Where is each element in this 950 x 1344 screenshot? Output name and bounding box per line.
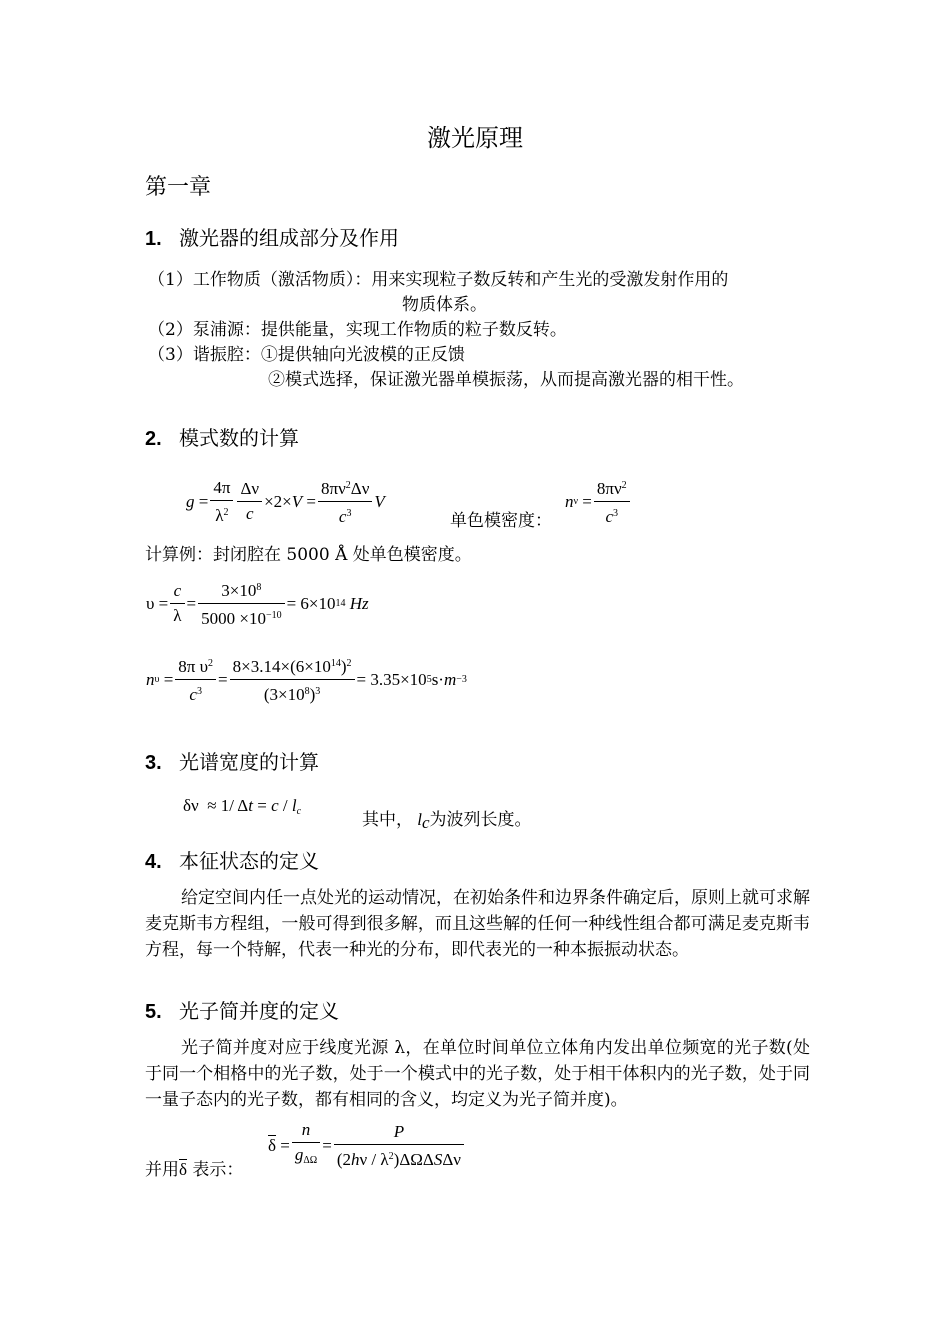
spectral-note: 其中， $l_c$为波列长度。 <box>362 810 532 832</box>
mono-mode-density-label: 单色模密度： <box>450 511 552 531</box>
section-title: 光谱宽度的计算 <box>179 750 319 774</box>
mono-mode-density-formula: n ν = $\frac{8\pi\nu^2}{c^3}$ <box>565 474 632 529</box>
example-text: 计算例：封闭腔在 5000 Å 处单色模密度。 <box>145 545 472 565</box>
spectral-width-formula: δν ≈ 1/ $\Delta t = c / l_c$ <box>183 796 302 817</box>
section-3-heading <box>145 746 319 775</box>
section-title: 模式数的计算 <box>179 426 299 450</box>
section-5-heading <box>145 995 339 1024</box>
s1-line-1: （1）工作物质（激活物质）：用来实现粒子数反转和产生光的受激发射作用的 <box>148 270 729 290</box>
mode-density-calc-formula: n υ = $\frac{8\pi \upsilon^2}{c^3}$ = $\frac{8\times 3.14\times(6\times 10^{14})^2}{(3\times 10^8)^3}$ = 3.35×10 5 s· m −3 <box>146 652 467 707</box>
section-number: 2. <box>145 428 162 450</box>
degeneracy-paragraph: 光子简并度对应于线度光源 λ，在单位时间单位立体角内发出单位频宽的光子数(处于同一个相格中的光子数，处于一个模式中的光子数，处于相干体积内的光子数，处于同一量子态内的光子数，都有相同的含义，均定义为光子简并度)。 <box>145 1038 810 1110</box>
section-1-heading <box>145 222 399 251</box>
chapter-heading: 第一章 <box>145 175 212 200</box>
s1-line-2: （2）泵浦源：提供能量，实现工作物质的粒子数反转。 <box>148 320 567 340</box>
s1-line-1b: 物质体系。 <box>402 295 487 315</box>
section-number: 1. <box>145 228 162 250</box>
mode-count-formula: g = $\frac{4\pi}{\lambda^2}$ $\frac{\Delta\nu}{c}$ ×2× V = $\frac{8\pi\nu^2\Delta\nu}{c^3}$ V <box>186 474 385 529</box>
frequency-calc-formula: υ = $\frac{c}{\lambda}$ = $\frac{3\times 10^8}{5000 \times 10^{-10}}$ = 6×10 14 Hz <box>146 576 369 631</box>
section-title: 本征状态的定义 <box>179 849 319 873</box>
eigenstate-paragraph: 给定空间内任一点处光的运动情况，在初始条件和边界条件确定后，原则上就可求解麦克斯韦方程组，一般可得到很多解，而且这些解的任何一种线性组合都可满足麦克斯韦方程，每一个特解，代表一种光的分布，即代表光的一种本振振动状态。 <box>145 888 810 960</box>
degeneracy-label: 并用$\overline{\delta}$ 表示： <box>145 1160 244 1180</box>
section-title: 激光器的组成部分及作用 <box>179 226 399 250</box>
section-2-heading <box>145 422 299 451</box>
page-title: 激光原理 <box>427 124 523 152</box>
note-prefix: 其中， <box>362 810 413 830</box>
label-suffix: 表示： <box>192 1160 244 1180</box>
section-4-heading <box>145 845 319 874</box>
s1-line-4: ②模式选择，保证激光器单模振荡，从而提高激光器的相干性。 <box>268 370 744 390</box>
section-number: 3. <box>145 752 162 774</box>
section-number: 5. <box>145 1001 162 1023</box>
label-prefix: 并用 <box>145 1160 179 1180</box>
section-title: 光子简并度的定义 <box>179 999 339 1023</box>
section-number: 4. <box>145 851 162 873</box>
s1-line-3: （3）谐振腔：①提供轴向光波模的正反馈 <box>148 345 465 365</box>
degeneracy-formula: $\overline{\delta}$ = $\frac{n}{g_{\Delta\Omega}}$ = $\frac{P}{(2h\nu / \lambda^2)\Delta\Omega\Delta S\Delta\nu}$ <box>268 1118 466 1173</box>
note-suffix: 为波列长度。 <box>429 810 532 830</box>
